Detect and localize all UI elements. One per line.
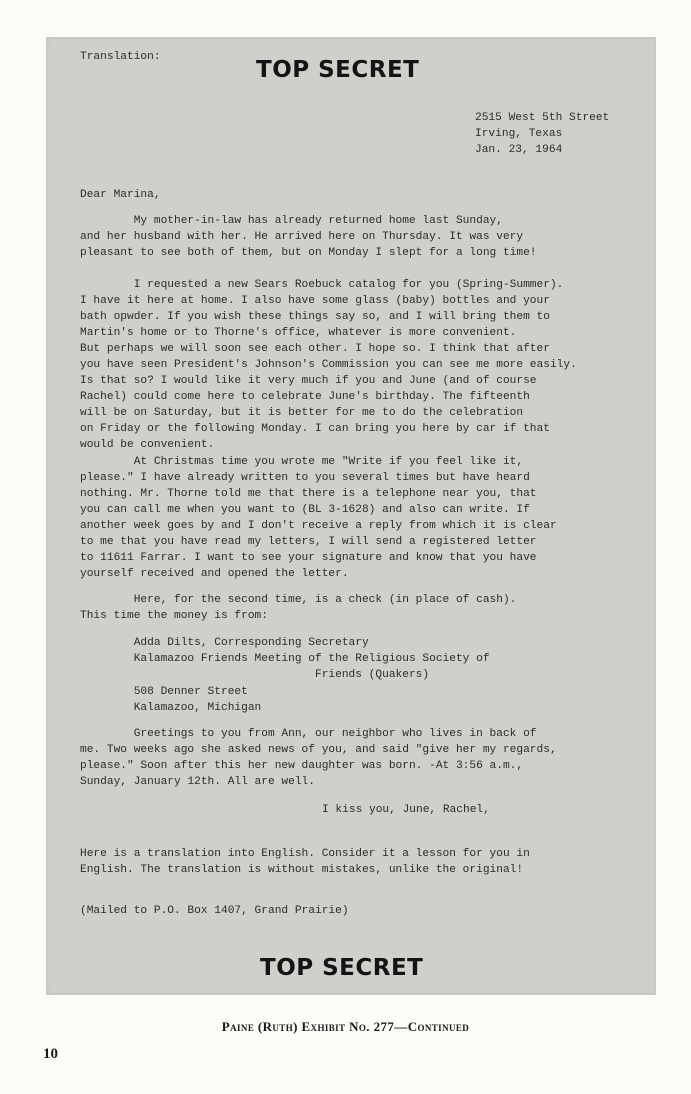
top-secret-stamp-top: TOP SECRET bbox=[256, 57, 420, 83]
salutation: Dear Marina, bbox=[80, 189, 161, 201]
text-line: Martin's home or to Thorne's office, whatever is more convenient. bbox=[80, 327, 517, 339]
text-line: 508 Denner Street bbox=[80, 686, 248, 698]
text-line: you can call me when you want to (BL 3-1628) and also can write. If bbox=[80, 504, 530, 516]
text-line: Is that so? I would like it very much if you and June (and of course bbox=[80, 375, 537, 387]
text-line: would be convenient. bbox=[80, 439, 215, 451]
text-line: Kalamazoo, Michigan bbox=[80, 702, 262, 714]
text-line: My mother-in-law has already returned home last Sunday, bbox=[80, 215, 503, 227]
text-line: Adda Dilts, Corresponding Secretary bbox=[80, 637, 369, 649]
text-line: This time the money is from: bbox=[80, 610, 268, 622]
text-line: Here is a translation into English. Consider it a lesson for you in bbox=[80, 848, 530, 860]
text-line: Rachel) could come here to celebrate June's birthday. The fifteenth bbox=[80, 391, 530, 403]
translation-label: Translation: bbox=[80, 51, 161, 63]
text-line: I requested a new Sears Roebuck catalog for you (Spring-Summer). bbox=[80, 279, 564, 291]
letter-sheet bbox=[46, 37, 656, 995]
text-line: another week goes by and I don't receive a reply from which it is clear bbox=[80, 520, 557, 532]
address-line: 2515 West 5th Street bbox=[475, 112, 610, 124]
text-line: pleasant to see both of them, but on Monday I slept for a long time! bbox=[80, 247, 537, 259]
text-line: please." I have already written to you several times but have heard bbox=[80, 472, 530, 484]
text-line: Greetings to you from Ann, our neighbor who lives in back of bbox=[80, 728, 537, 740]
text-line: I have it here at home. I also have some glass (baby) bottles and your bbox=[80, 295, 550, 307]
text-line: Kalamazoo Friends Meeting of the Religious Society of bbox=[80, 653, 490, 665]
text-line: me. Two weeks ago she asked news of you, and said "give her my regards, bbox=[80, 744, 557, 756]
text-line: will be on Saturday, but it is better for me to do the celebration bbox=[80, 407, 524, 419]
text-line: yourself received and opened the letter. bbox=[80, 568, 349, 580]
text-line: But perhaps we will soon see each other. I hope so. I think that after bbox=[80, 343, 550, 355]
top-secret-stamp-bottom: TOP SECRET bbox=[260, 955, 424, 981]
text-line: nothing. Mr. Thorne told me that there is a telephone near you, that bbox=[80, 488, 537, 500]
mailing-note: (Mailed to P.O. Box 1407, Grand Prairie) bbox=[80, 905, 349, 917]
exhibit-caption bbox=[0, 1019, 691, 1035]
text-line: At Christmas time you wrote me "Write if you feel like it, bbox=[80, 456, 524, 468]
text-line: Here, for the second time, is a check (in place of cash). bbox=[80, 594, 517, 606]
text-line: Friends (Quakers) bbox=[80, 669, 430, 681]
closing: I kiss you, June, Rachel, bbox=[322, 804, 490, 816]
text-line: bath opwder. If you wish these things say so, and I will bring them to bbox=[80, 311, 550, 323]
text-line: on Friday or the following Monday. I can bring you here by car if that bbox=[80, 423, 550, 435]
text-line: please." Soon after this her new daughter was born. -At 3:56 a.m., bbox=[80, 760, 524, 772]
letter-date: Jan. 23, 1964 bbox=[475, 144, 563, 156]
text-line: and her husband with her. He arrived here on Thursday. It was very bbox=[80, 231, 524, 243]
exhibit-caption-text: Paine (Ruth) Exhibit No. 277—Continued bbox=[221, 1019, 470, 1034]
text-line: Sunday, January 12th. All are well. bbox=[80, 776, 315, 788]
page-number: 10 bbox=[43, 1046, 58, 1062]
text-line: to 11611 Farrar. I want to see your signature and know that you have bbox=[80, 552, 537, 564]
text-line: to me that you have read my letters, I will send a registered letter bbox=[80, 536, 537, 548]
text-line: English. The translation is without mistakes, unlike the original! bbox=[80, 864, 524, 876]
text-line: you have seen President's Johnson's Commission you can see me more easily. bbox=[80, 359, 577, 371]
address-line: Irving, Texas bbox=[475, 128, 563, 140]
